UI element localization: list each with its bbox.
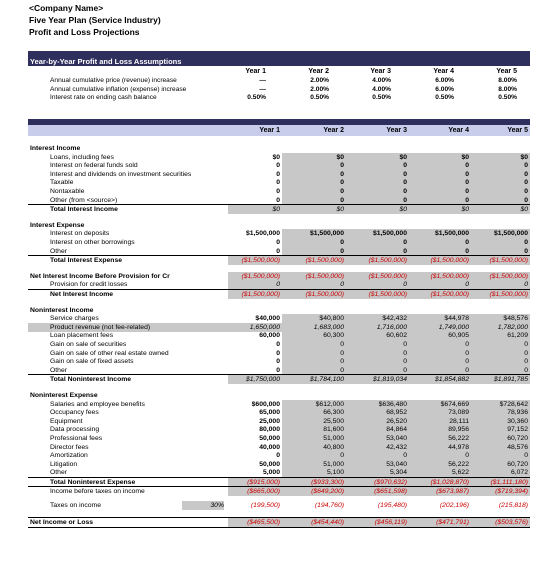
cell-value: ($1,500,000): [489, 272, 528, 280]
cell-value: $48,576: [503, 315, 528, 323]
cell-value: $636,480: [378, 400, 407, 408]
row-label: Taxable: [50, 179, 74, 187]
cell-value: $1,500,000: [493, 230, 528, 238]
cell-value: 0: [465, 162, 469, 170]
cell-value: 0: [524, 281, 528, 289]
assump-year-4: Year 4: [433, 68, 454, 75]
cell-value: 0: [340, 179, 344, 187]
assumption-value: 8.00%: [498, 85, 517, 93]
cell-value: $1,500,000: [245, 230, 280, 238]
cell-value: (194,760): [314, 502, 344, 510]
row-label: Interest on deposits: [50, 230, 110, 238]
cell-value: $612,000: [315, 400, 344, 408]
cell-value: 0: [465, 188, 469, 195]
col-year-2: Year 2: [323, 127, 344, 134]
cell-value: ($465,500): [247, 518, 280, 526]
cell-value: ($651,598): [374, 487, 407, 495]
cell-value: $0: [399, 206, 407, 214]
cell-value: 0: [403, 341, 407, 348]
cell-value: 0: [340, 281, 344, 289]
cell-value: 0: [403, 188, 407, 195]
assumption-value: —: [259, 77, 266, 84]
row-label: Data processing: [50, 426, 100, 434]
cell-value: 0: [403, 239, 407, 246]
cell-value: 60,000: [259, 332, 280, 340]
row-label: Total Noninterest Income: [50, 376, 132, 384]
cell-value: 51,000: [323, 460, 344, 468]
cell-value: 0: [524, 188, 528, 195]
cell-value: $1,750,000: [245, 376, 280, 384]
assumption-value: 0.50%: [498, 94, 517, 101]
cell-value: ($1,500,000): [241, 257, 280, 265]
cell-value: 0: [276, 188, 280, 195]
cell-value: 56,222: [448, 460, 469, 468]
assumption-value: 4.00%: [372, 85, 391, 93]
assump-year-1: Year 1: [245, 68, 266, 75]
assumption-value: 4.00%: [372, 77, 391, 84]
cell-value: 40,800: [323, 443, 344, 451]
cell-value: ($1,500,000): [305, 257, 344, 265]
cell-value: ($454,440): [311, 518, 344, 526]
cell-value: 0: [340, 452, 344, 460]
assumption-label: Annual cumulative price (revenue) increase: [50, 77, 177, 84]
cell-value: ($1,500,000): [430, 257, 469, 265]
cell-value: $728,642: [499, 400, 528, 408]
cell-value: 42,432: [386, 443, 407, 451]
cell-value: (202,196): [439, 502, 469, 510]
cell-value: ($1,500,000): [368, 291, 407, 298]
cell-value: 0: [524, 239, 528, 246]
cell-value: 26,520: [386, 417, 407, 425]
cell-value: 0: [465, 170, 469, 178]
cell-value: 0: [524, 358, 528, 366]
row-label: Total Interest Income: [50, 206, 118, 214]
cell-value: 0: [465, 452, 469, 460]
cell-value: 30,360: [507, 417, 528, 425]
cell-value: 0: [465, 281, 469, 289]
cell-value: ($1,500,000): [368, 257, 407, 265]
cell-value: 0: [340, 358, 344, 366]
cell-value: ($1,500,000): [430, 272, 469, 280]
cell-value: $0: [461, 206, 469, 214]
cell-value: 1,683,000: [313, 323, 344, 331]
cell-value: 48,576: [507, 443, 528, 451]
cell-value: 0: [465, 366, 469, 374]
assumption-value: 6.00%: [435, 85, 454, 93]
cell-value: 1,650,000: [249, 323, 280, 331]
row-label: Occupancy fees: [50, 409, 99, 417]
cell-value: $1,500,000: [372, 230, 407, 238]
cell-value: $1,819,034: [372, 376, 407, 384]
cell-value: 0: [340, 349, 344, 357]
cell-value: $0: [399, 153, 407, 161]
total-row: [28, 204, 530, 214]
cell-value: 25,000: [259, 417, 280, 425]
cell-value: 0: [524, 196, 528, 204]
cell-value: 0: [524, 341, 528, 348]
row-label: Loans, including fees: [50, 153, 114, 161]
cell-value: 50,000: [259, 460, 280, 468]
cell-value: 65,000: [259, 409, 280, 417]
cell-value: ($1,500,000): [241, 272, 280, 280]
row-label: Interest and dividends on investment securities: [50, 170, 192, 178]
col-year-5: Year 5: [507, 127, 528, 134]
table-column-header: [28, 125, 530, 136]
assumption-value: 6.00%: [435, 77, 454, 84]
cell-value: ($1,500,000): [489, 257, 528, 265]
row-label: Other: [50, 247, 67, 255]
cell-value: ($1,500,000): [241, 291, 280, 298]
assumptions-title: Year-by-Year Profit and Loss Assumptions: [28, 57, 530, 66]
cell-value: 50,000: [259, 435, 280, 442]
cell-value: 0: [276, 349, 280, 357]
tax-rate-cell[interactable]: 30%: [182, 501, 224, 510]
cell-value: ($1,500,000): [430, 291, 469, 298]
cell-value: 60,720: [507, 460, 528, 468]
taxes-row: [28, 501, 530, 510]
row-label: Product revenue (not fee-related): [50, 323, 151, 331]
cell-value: 0: [403, 452, 407, 460]
cell-value: 0: [276, 281, 280, 289]
cell-value: $40,800: [319, 315, 344, 323]
net-income-row: [28, 517, 530, 528]
assumption-value: 0.50%: [435, 94, 454, 101]
col-year-1: Year 1: [259, 127, 280, 134]
cell-value: $44,978: [444, 315, 469, 323]
cell-value: 1,749,000: [438, 323, 469, 331]
cell-value: ($1,500,000): [368, 272, 407, 280]
cell-value: $0: [336, 153, 344, 161]
cell-value: 0: [276, 196, 280, 204]
cell-value: 0: [403, 170, 407, 178]
cell-value: 81,600: [323, 426, 344, 434]
cell-value: ($503,576): [495, 518, 528, 526]
cell-value: (195,480): [377, 502, 407, 510]
assumption-value: —: [259, 85, 266, 93]
cell-value: 60,720: [507, 435, 528, 442]
cell-value: $1,500,000: [434, 230, 469, 238]
cell-value: 0: [276, 239, 280, 246]
row-label: Net Interest Income Before Provision for Cr: [30, 272, 170, 280]
cell-value: ($471,791): [436, 518, 469, 526]
row-label: Noninterest Expense: [30, 392, 98, 399]
row-label: Interest Expense: [30, 221, 85, 229]
cell-value: 0: [276, 452, 280, 460]
row-label: Equipment: [50, 417, 83, 425]
total-row: [28, 289, 530, 299]
cell-value: 0: [340, 366, 344, 374]
row-label: Interest Income: [30, 145, 81, 152]
cell-value: $1,500,000: [309, 230, 344, 238]
row-label: Other: [50, 366, 67, 374]
cell-value: $40,000: [255, 315, 280, 323]
row-label: Nontaxable: [50, 188, 85, 195]
cell-value: 0: [340, 341, 344, 348]
cell-value: ($1,500,000): [489, 291, 528, 298]
assumption-label: Interest rate on ending cash balance: [50, 94, 157, 101]
cell-value: 0: [524, 452, 528, 460]
col-year-4: Year 4: [448, 127, 469, 134]
cell-value: 0: [465, 196, 469, 204]
row-label: Income before taxes on income: [50, 487, 145, 495]
cell-value: 0: [403, 162, 407, 170]
cell-value: ($649,200): [311, 487, 344, 495]
cell-value: 78,936: [507, 409, 528, 417]
cell-value: (215,818): [498, 502, 528, 510]
cell-value: 89,956: [448, 426, 469, 434]
cell-value: $0: [520, 153, 528, 161]
cell-value: $0: [336, 206, 344, 214]
row-label: Litigation: [50, 460, 78, 468]
cell-value: 0: [340, 188, 344, 195]
cell-value: 51,000: [323, 435, 344, 442]
cell-value: ($673,987): [436, 487, 469, 495]
cell-value: 0: [276, 170, 280, 178]
cell-value: $0: [520, 206, 528, 214]
cell-value: 0: [403, 179, 407, 187]
row-label: Provision for credit losses: [50, 281, 128, 289]
cell-value: 0: [465, 349, 469, 357]
company-name: <Company Name>: [29, 3, 104, 13]
cell-value: 0: [403, 349, 407, 357]
cell-value: 0: [276, 358, 280, 366]
cell-value: 80,000: [259, 426, 280, 434]
cell-value: ($970,632): [374, 479, 407, 486]
cell-value: $600,000: [251, 400, 280, 408]
cell-value: 0: [340, 170, 344, 178]
cell-value: 60,905: [448, 332, 469, 340]
cell-value: 28,111: [449, 417, 469, 425]
cell-value: 5,100: [326, 469, 344, 477]
cell-value: 5,622: [451, 469, 469, 477]
cell-value: 0: [403, 358, 407, 366]
assumption-value: 2.00%: [310, 77, 329, 84]
assumption-value: 8.00%: [498, 77, 517, 84]
cell-value: ($1,111,180): [490, 479, 528, 486]
cell-value: 0: [465, 239, 469, 246]
cell-value: (199,500): [250, 502, 280, 510]
cell-value: 1,782,000: [497, 323, 528, 331]
cell-value: 97,152: [507, 426, 528, 434]
cell-value: 0: [524, 179, 528, 187]
row-label: Gain on sale of fixed assets: [50, 358, 134, 366]
cell-value: 0: [465, 358, 469, 366]
cell-value: 0: [465, 341, 469, 348]
cell-value: $1,854,882: [434, 376, 469, 384]
cell-value: 68,952: [386, 409, 407, 417]
row-label: Gain on sale of other real estate owned: [50, 349, 169, 357]
row-label: Net Income or Loss: [30, 518, 94, 526]
cell-value: 56,222: [448, 435, 469, 442]
cell-value: 53,040: [386, 435, 407, 442]
cell-value: 0: [276, 162, 280, 170]
cell-value: 0: [276, 341, 280, 348]
assumption-value: 2.00%: [310, 85, 329, 93]
assump-year-2: Year 2: [308, 68, 329, 75]
cell-value: 6,072: [510, 469, 528, 477]
cell-value: 0: [276, 179, 280, 187]
row-label: Director fees: [50, 443, 89, 451]
row-label: Amortization: [50, 452, 88, 460]
assumption-label: Annual cumulative inflation (expense) increase: [50, 85, 187, 93]
cell-value: 0: [340, 239, 344, 246]
row-label: Other: [50, 469, 67, 477]
cell-value: ($933,300): [311, 479, 344, 486]
cell-value: ($719,394): [495, 487, 528, 495]
row-label: Service charges: [50, 315, 99, 323]
assumption-value: 0.50%: [372, 94, 391, 101]
cell-value: $42,432: [382, 315, 407, 323]
cell-value: 0: [276, 366, 280, 374]
income-before-taxes-row: [28, 486, 530, 496]
cell-value: 61,209: [507, 332, 528, 340]
cell-value: 0: [524, 247, 528, 255]
row-label: Interest on federal funds sold: [50, 162, 138, 170]
cell-value: $1,891,785: [493, 376, 528, 384]
assump-year-5: Year 5: [496, 68, 517, 75]
col-year-3: Year 3: [386, 127, 407, 134]
cell-value: 0: [276, 247, 280, 255]
cell-value: 0: [465, 179, 469, 187]
row-label: Noninterest Income: [30, 306, 94, 314]
cell-value: 5,304: [389, 469, 407, 477]
cell-value: $674,669: [440, 400, 469, 408]
assumption-value: 0.50%: [247, 94, 266, 101]
cell-value: 0: [524, 366, 528, 374]
cell-value: 0: [403, 196, 407, 204]
report-title: Five Year Plan (Service Industry): [29, 15, 161, 25]
cell-value: 66,300: [323, 409, 344, 417]
cell-value: 0: [340, 247, 344, 255]
cell-value: $0: [461, 153, 469, 161]
assump-year-3: Year 3: [370, 68, 391, 75]
assumption-value: 0.50%: [310, 94, 329, 101]
row-label: Total Interest Expense: [50, 257, 123, 265]
row-label: Total Noninterest Expense: [50, 479, 136, 486]
assumption-row: [28, 93, 530, 102]
cell-value: 1,716,000: [376, 323, 407, 331]
cell-value: 60,602: [386, 332, 407, 340]
cell-value: 60,300: [323, 332, 344, 340]
cell-value: 0: [465, 247, 469, 255]
cell-value: ($1,500,000): [305, 291, 344, 298]
cell-value: 84,864: [386, 426, 407, 434]
row-label: Professional fees: [50, 435, 103, 442]
cell-value: 5,000: [262, 469, 280, 477]
cell-value: 0: [524, 170, 528, 178]
cell-value: 0: [403, 247, 407, 255]
row-label: Loan placement fees: [50, 332, 114, 340]
total-row: [28, 374, 530, 384]
cell-value: 0: [524, 349, 528, 357]
report-subtitle: Profit and Loss Projections: [29, 27, 140, 37]
cell-value: 0: [403, 366, 407, 374]
cell-value: 25,500: [323, 417, 344, 425]
cell-value: 44,978: [448, 443, 469, 451]
cell-value: 53,040: [386, 460, 407, 468]
cell-value: 73,089: [448, 409, 469, 417]
cell-value: ($1,500,000): [305, 272, 344, 280]
row-label: Gain on sale of securities: [50, 341, 127, 348]
cell-value: 0: [340, 196, 344, 204]
cell-value: $0: [272, 153, 280, 161]
cell-value: 40,000: [259, 443, 280, 451]
cell-value: ($915,000): [247, 479, 280, 486]
row-label: Other (from <source>): [50, 196, 118, 204]
cell-value: 0: [524, 162, 528, 170]
cell-value: ($665,000): [247, 487, 280, 495]
cell-value: ($456,119): [374, 518, 407, 526]
cell-value: $0: [272, 206, 280, 214]
cell-value: 0: [340, 162, 344, 170]
row-label: Net Interest Income: [50, 291, 114, 298]
assumptions-year-header: [28, 67, 530, 76]
row-label: Taxes on income: [50, 502, 102, 510]
total-row: [28, 255, 530, 265]
row-label: Interest on other borrowings: [50, 239, 135, 246]
cell-value: 0: [403, 281, 407, 289]
cell-value: ($1,028,870): [430, 479, 469, 486]
cell-value: $1,784,100: [309, 376, 344, 384]
row-label: Salaries and employee benefits: [50, 400, 145, 408]
